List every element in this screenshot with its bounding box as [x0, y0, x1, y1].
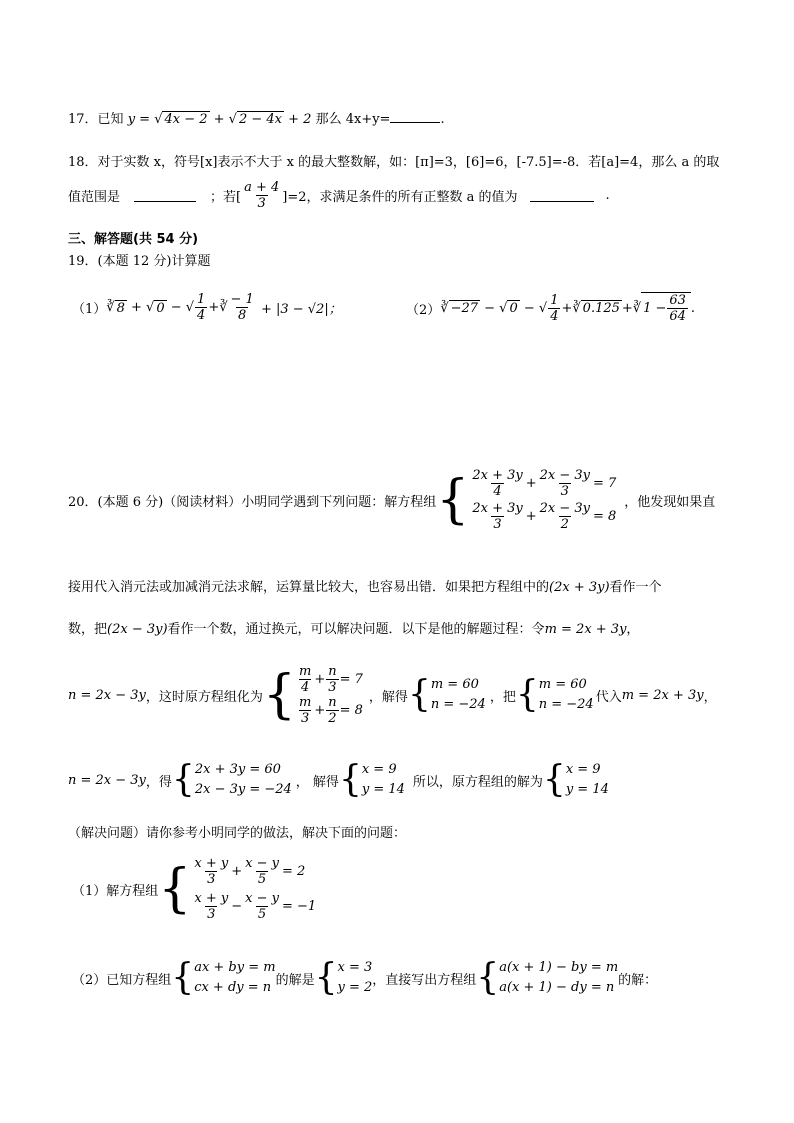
- q20-xy-solution: x = 9 y = 14: [361, 762, 405, 797]
- q20-xy-system: 2x + 3y = 60 2x − 3y = −24: [194, 762, 292, 797]
- q20-sub-m: m = 2x + 3y: [621, 687, 704, 703]
- q20-system: $\frac{2x + 3y}{4}$ + $\frac{2x - 3y}{3}$ = 7 $\frac{2x + 3y}{3}$ + $\frac{2x - 3y}{2}$ = 8: [472, 468, 617, 532]
- q20-sub1-brace: {: [158, 859, 192, 919]
- q20-mn-sub-brace: {: [515, 674, 539, 715]
- q20-line4-d: 代入: [595, 689, 622, 705]
- q20-mn-sub: m = 60 n = −24: [538, 677, 594, 712]
- q18-fraction: $\frac{a + 4}{3}$: [244, 180, 280, 211]
- q20-let-n: n = 2x − 3y: [68, 687, 146, 703]
- q17-equation: y = √ 4x − 2 + √ 2 − 4x + 2: [127, 112, 312, 127]
- q20-expr-2x3y: (2x + 3y): [549, 580, 610, 595]
- q20-line2: [68, 576, 662, 595]
- q20-sub2-brace3: {: [476, 957, 500, 998]
- q20-sub2-solution: x = 3 y = 2: [337, 960, 373, 995]
- q20-line5-b: ， 解得: [295, 774, 339, 790]
- q20-line1: [68, 468, 715, 532]
- q20-line3-a: 数，把: [68, 622, 108, 637]
- q19-p1-expr: ∛ 8 + √ 0 − √ $\frac{1}{4}$ +∛ $\frac{- 1}{8}$ + |3 − √2|；: [106, 292, 342, 323]
- q20-line5-c: 所以，原方程组的解为: [412, 774, 543, 790]
- q17-mid: 那么 4x+y=: [315, 112, 391, 127]
- q17-end: .: [440, 112, 445, 127]
- q20-xy-sol-brace: {: [338, 759, 362, 800]
- q20-sub2-b: 的解是: [275, 972, 315, 988]
- q20-lead-end: ，他发现如果直: [624, 494, 716, 510]
- q20-sub1-system: $\frac{x + y}{3}$ + $\frac{x - y}{5}$ = 2 $\frac{x + y}{3}$ − $\frac{x - y}{5}$ = −1: [194, 856, 317, 922]
- q20-let-m: m = 2x + 3y: [544, 622, 627, 637]
- question-18-line2: [68, 180, 610, 211]
- q20-final-solution: x = 9 y = 14: [565, 762, 609, 797]
- q20-sub2-d: 的解：: [618, 972, 658, 988]
- q20-sub2-system2: a(x + 1) − by = m a(x + 1) − dy = n: [499, 960, 619, 995]
- q20-system-brace: {: [436, 470, 470, 530]
- q20-expr-2x-3y: (2x − 3y): [107, 622, 168, 637]
- q17-blank: [390, 110, 440, 123]
- q20-line4-c: ，把: [489, 689, 516, 705]
- q20-line5-a: ，得: [145, 774, 172, 790]
- q20-sub2-system1: ax + by = m cx + dy = n: [194, 960, 276, 995]
- section-3-title: 三、解答题(共 54 分): [68, 232, 199, 247]
- q19-part-2: [406, 292, 695, 324]
- q18-blank-1: [134, 189, 196, 202]
- q20-mn-brace: {: [262, 665, 297, 725]
- q20-final-brace: {: [542, 759, 566, 800]
- q20-solve-prompt: （解决问题）请你参考小明同学的做法，解决下面的问题：: [68, 826, 407, 841]
- q20-line3-b: 看作一个数，通过换元，可以解决问题．以下是他的解题过程：令: [167, 622, 545, 637]
- q19-p1-label: （1）: [72, 302, 107, 317]
- q20-sub2-brace1: {: [171, 957, 195, 998]
- question-19-title: 19．(本题 12 分)计算题: [68, 254, 211, 269]
- q20-sub-n: n = 2x − 3y: [68, 772, 146, 788]
- q20-line5: [68, 760, 609, 800]
- q20-line4: n = 2x − 3y ，这时原方程组化为 { $\frac{m}{4}$ + $\frac{n}{3}$ = 7 $\frac{m}{3}$ + $\frac{n}{2}$ = 8 ，解得 { m = 60 n = −24 ，把 { m = 60 n = −24 代入 m = 2x + 3y ，: [68, 664, 717, 726]
- q18-blank-2: [530, 189, 594, 202]
- q20-lead-text: 20．(本题 6 分)（阅读材料）小明同学遇到下列问题：解方程组: [68, 494, 437, 510]
- q20-line2-text: 接用代入消元法或加减消元法求解，运算量比较大，也容易出错．如果把方程组中的: [68, 580, 550, 595]
- q20-mn-sol-brace: {: [407, 674, 431, 715]
- q19-p2-label: （2）: [406, 302, 441, 318]
- q18-text-c: ]=2，求满足条件的所有正整数 a 的值为: [282, 190, 518, 205]
- question-17: [68, 108, 445, 127]
- q20-xy-brace: {: [171, 759, 195, 800]
- q20-line4-b: ，解得: [368, 689, 408, 705]
- q18-text-b: ；若[: [210, 190, 242, 205]
- question-18-line1: 18．对于实数 x，符号[x]表示不大于 x 的最大整数解，如：[π]=3，[6]=6，[-7.5]=-8．若[a]=4，那么 a 的取: [68, 155, 720, 170]
- q19-p2-expr: ∛ −27 − √ 0 − √ $\frac{1}{4}$ +∛ 0.125 +∛ 1 − $\frac{63}{64}$ .: [440, 292, 696, 324]
- q20-sub1: [72, 856, 316, 922]
- q18-range-label: 值范围是: [68, 190, 121, 205]
- q20-line2-end: 看作一个: [609, 580, 662, 595]
- q20-sub2: [72, 958, 657, 998]
- q19-part-1: [72, 292, 342, 323]
- q20-line4-a: ，这时原方程组化为: [145, 689, 263, 705]
- q20-mn-system: $\frac{m}{4}$ + $\frac{n}{3}$ = 7 $\frac{m}{3}$ + $\frac{n}{2}$ = 8: [299, 664, 363, 726]
- q17-prefix: 17．已知: [68, 112, 124, 127]
- q20-sub2-brace2: {: [314, 957, 338, 998]
- q20-sub1-label: （1）解方程组: [72, 883, 159, 899]
- q20-line3: 数，把(2x − 3y)看作一个数，通过换元，可以解决问题．以下是他的解题过程：令m = 2x + 3y，: [68, 622, 640, 637]
- q20-sub2-c: ，直接写出方程组: [372, 972, 477, 988]
- q18-text-d: .: [605, 188, 610, 203]
- q20-sub2-a: （2）已知方程组: [72, 972, 172, 988]
- q20-mn-solution: m = 60 n = −24: [430, 677, 486, 712]
